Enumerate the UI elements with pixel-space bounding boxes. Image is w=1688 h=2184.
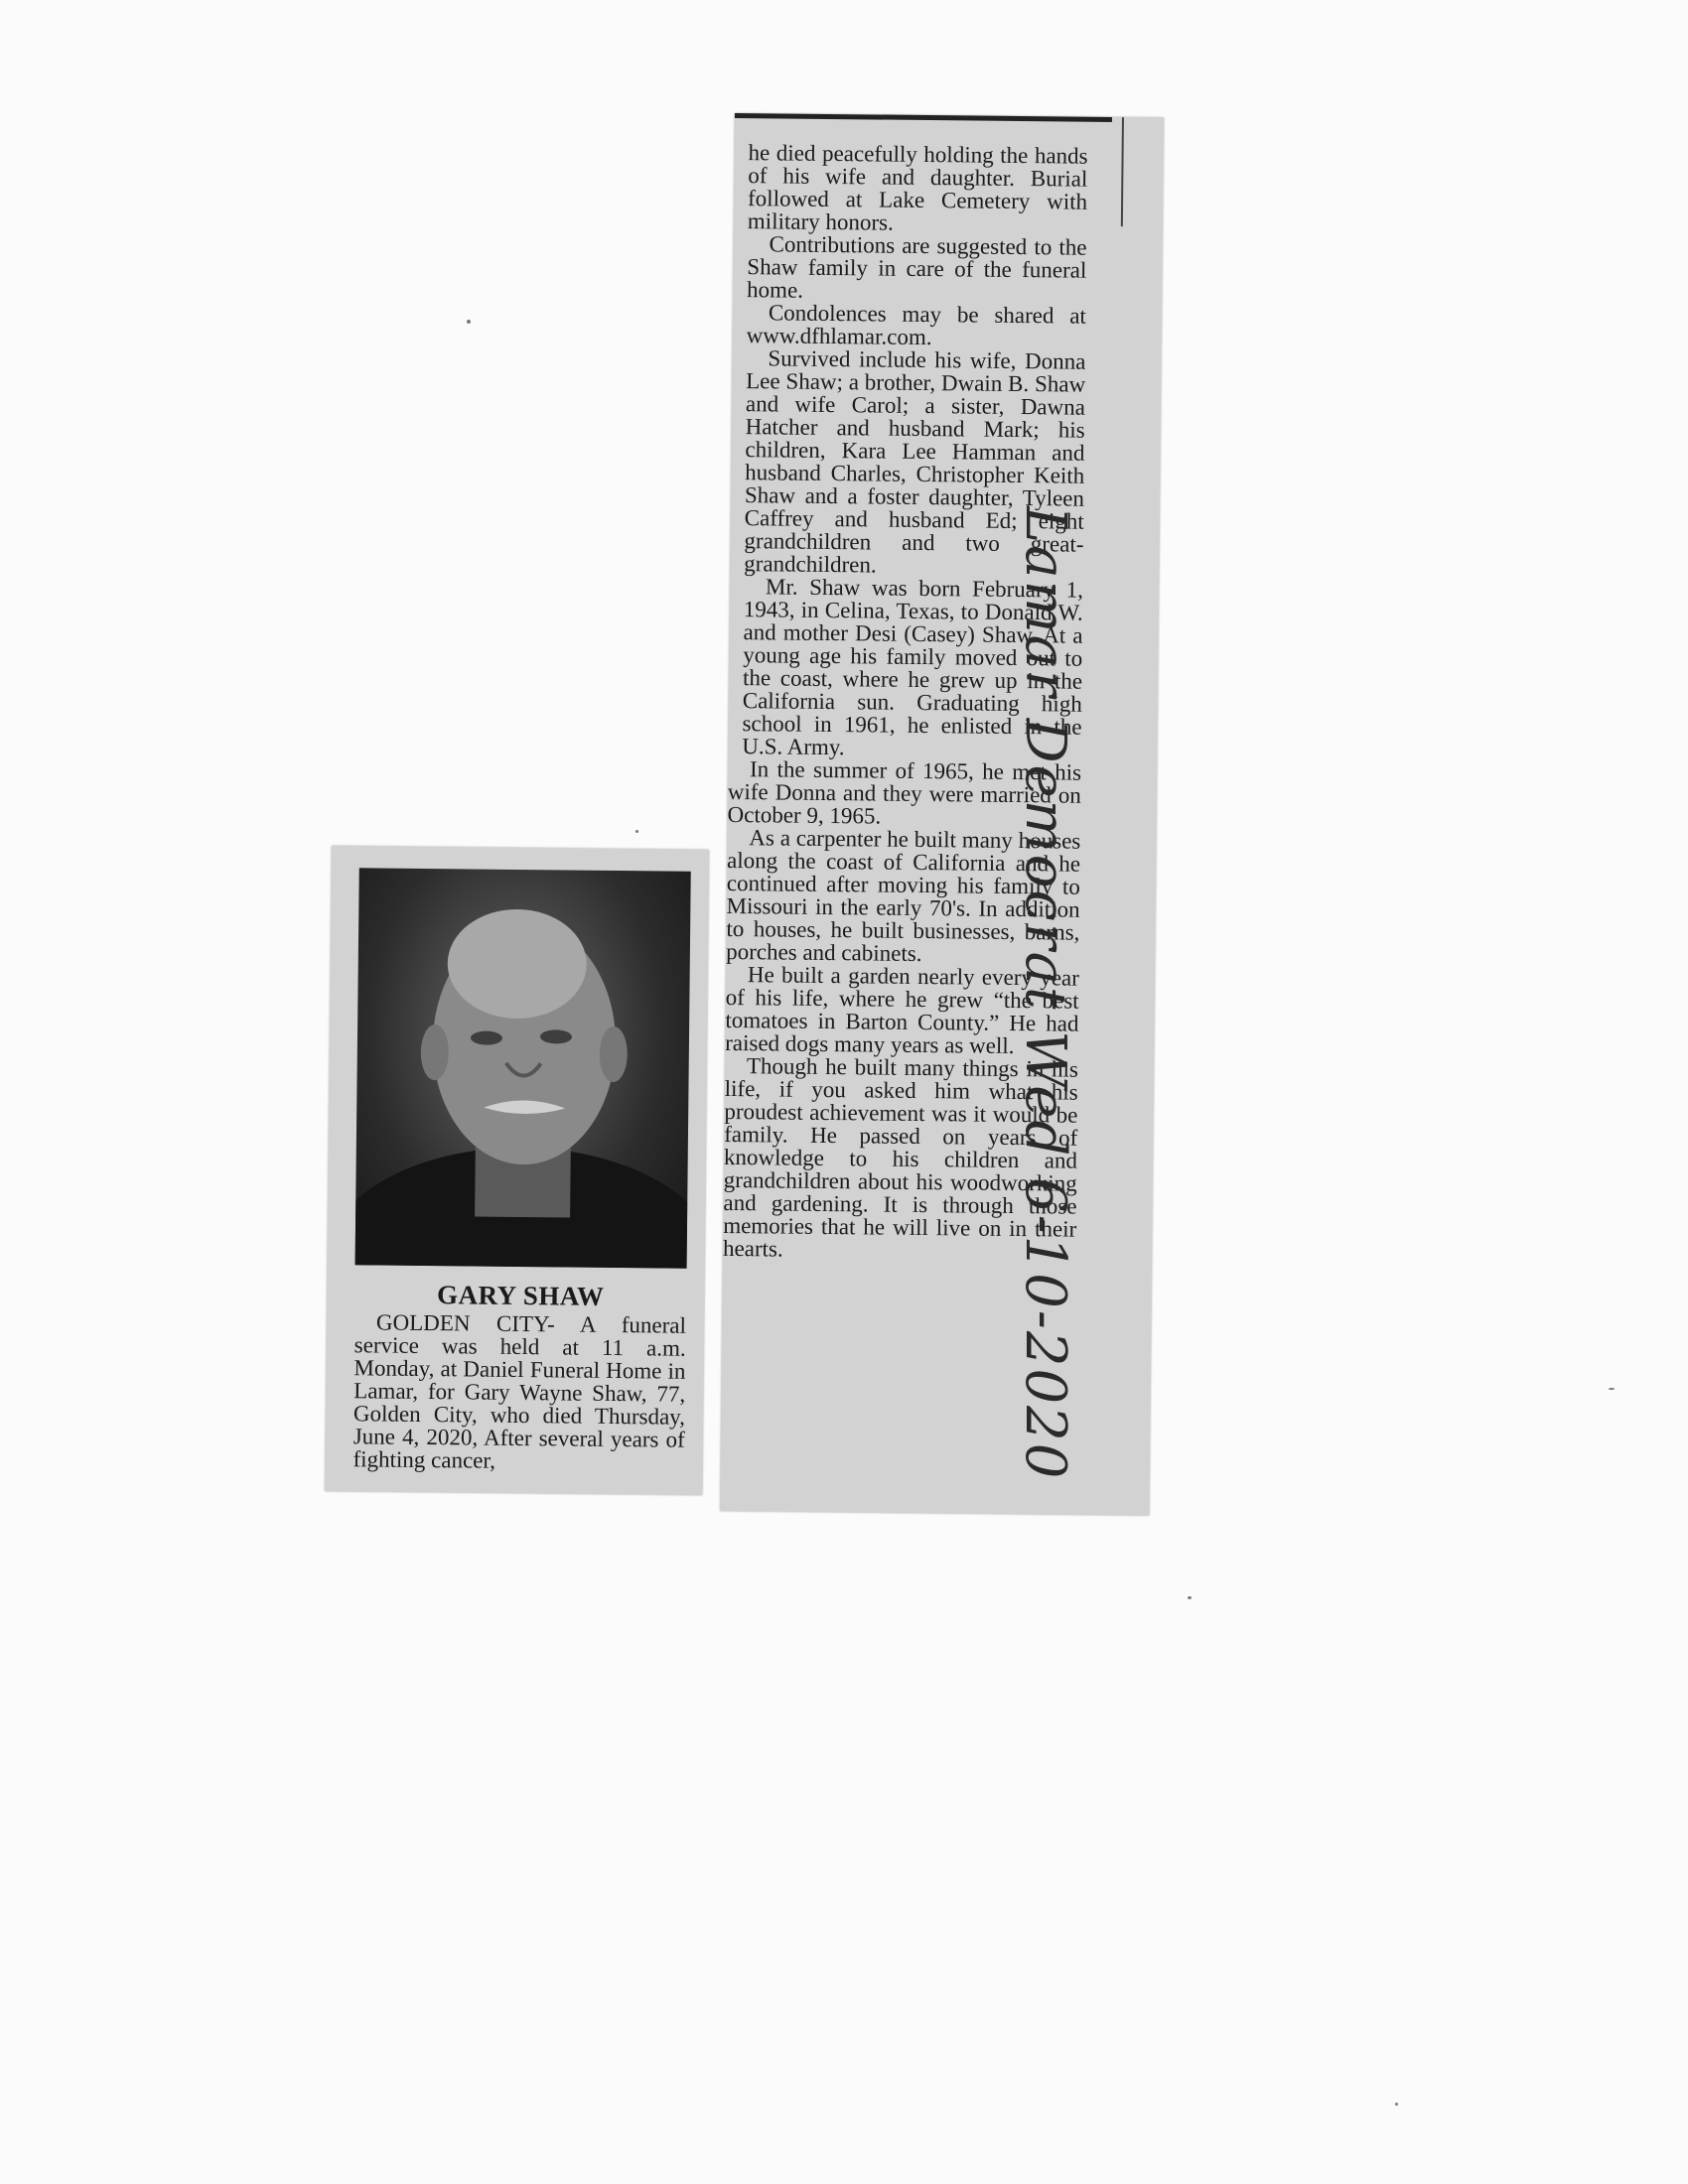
handwritten-note: Lamar Democrat Wed 6-10-2020 xyxy=(1013,506,1077,1481)
obituary-name-heading: GARY SHAW xyxy=(436,1280,605,1311)
column-top-rule xyxy=(735,113,1112,122)
clipping-right-column xyxy=(720,113,1164,1515)
birth-paragraph: Mr. Shaw was born February 1, 1943, in Celina, Texas, to Donald W. and mother Desi (Casey) Shaw. At a young age his family moved out to the coast, where he grew up in the California sun. Graduating high school in 1961, he enlisted in the U.S. Army. xyxy=(742,574,1084,760)
continuation-paragraph: he died peacefully holding the hands of his wife and daughter. Burial followed at Lake Cemetery with military honors. xyxy=(747,140,1088,235)
carpenter-paragraph: As a carpenter he built many houses along the coast of California and he continued after moving his family to Missouri in the early 70's. In addition to houses, he built businesses, barns, porches and cabinets. xyxy=(726,825,1081,967)
scan-speck xyxy=(635,830,638,833)
service-paragraph: GOLDEN CITY- A funeral service was held at 11 a.m. Monday, at Daniel Funeral Home in Lamar, for Gary Wayne Shaw, 77, Golden City, who died Thursday, June 4, 2020, After several years of fighting cancer, xyxy=(352,1309,687,1473)
scan-speck xyxy=(1609,1388,1615,1390)
column-divider-rule xyxy=(1121,117,1124,226)
garden-paragraph: He built a garden nearly every year of his life, where he grew “the best tomatoes in Barton County.” He had raised dogs many years as well. xyxy=(725,962,1080,1058)
legacy-paragraph: Though he built many things in his life, if you asked him what his proudest achievement was it would be family. He passed on years of knowledge to his children and grandchildren about his woodworking and gardening. It is through those memories that he will live on in their hearts. xyxy=(722,1053,1079,1262)
contributions-paragraph: Contributions are suggested to the Shaw family in care of the funeral home. xyxy=(747,231,1087,303)
obituary-left-column xyxy=(352,1310,686,1473)
condolences-paragraph: Condolences may be shared at www.dfhlamar.com. xyxy=(746,300,1087,350)
portrait-photo xyxy=(355,868,691,1268)
scan-speck xyxy=(467,320,471,324)
portrait-photo-icon xyxy=(355,868,691,1268)
scan-speck xyxy=(1395,2103,1398,2106)
scan-speck xyxy=(1188,1596,1192,1599)
survivors-paragraph: Survived include his wife, Donna Lee Shaw; a brother, Dwain B. Shaw and wife Carol; a sister, Dawna Hatcher and husband Mark; his children, Kara Lee Hamman and husband Charles, Christopher Keith Shaw and a foster daughter, Tyleen Caffrey and husband Ed; eight grandchildren and two great-grandchildren. xyxy=(744,345,1086,578)
marriage-paragraph: In the summer of 1965, he met his wife Donna and they were married on October 9, 1965. xyxy=(727,756,1082,829)
clipping-left-column xyxy=(325,846,709,1495)
